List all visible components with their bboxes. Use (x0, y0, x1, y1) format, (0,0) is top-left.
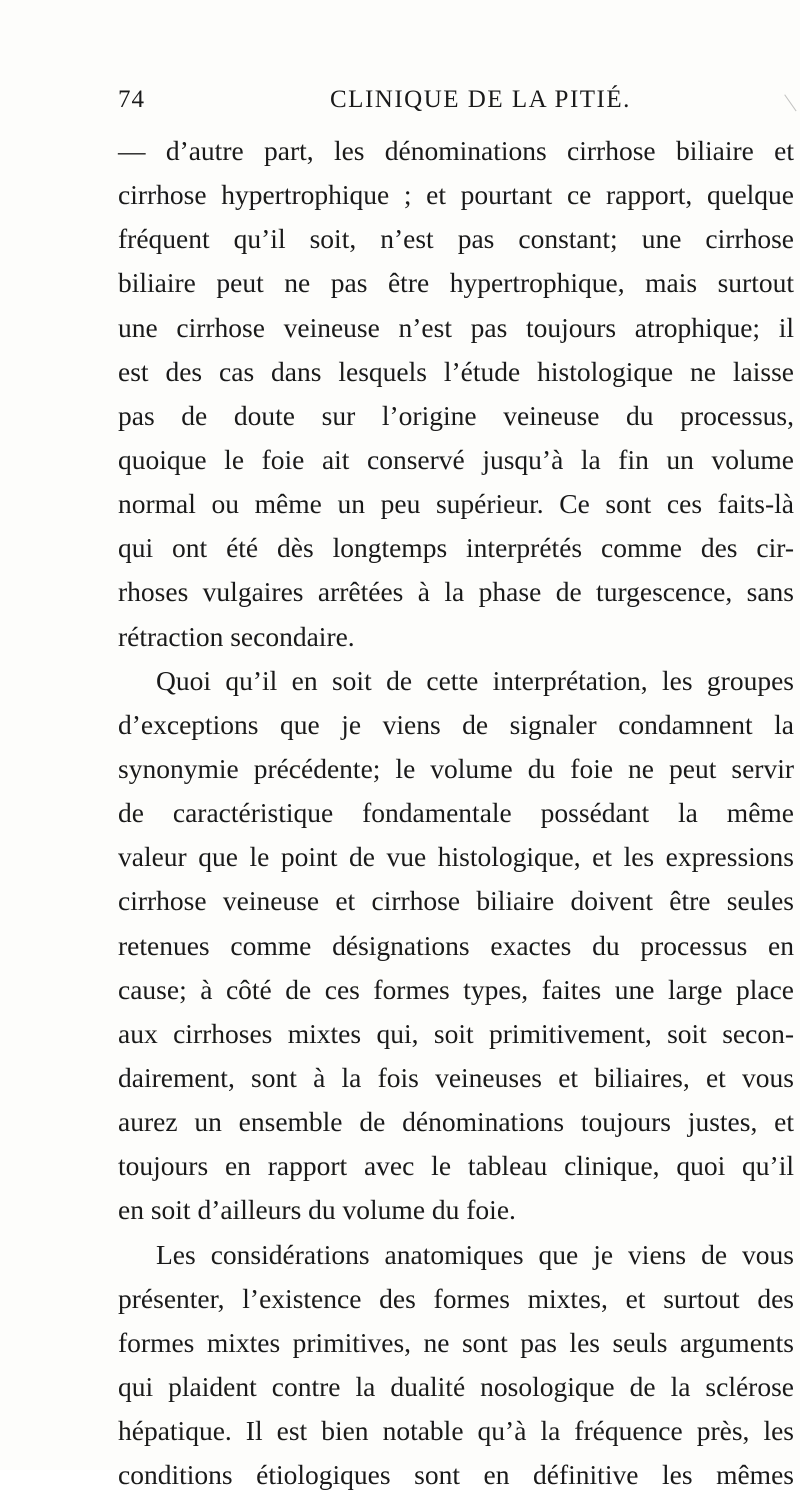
text-line: conditions étiologiques sont en définitive les mêmes (118, 1459, 794, 1491)
running-head (118, 86, 798, 120)
text-line: cirrhose hypertrophique ; et pourtant ce rapport, quelque (118, 179, 794, 211)
text-line: hépatique. Il est bien notable qu’à la fréquence près, les (118, 1415, 794, 1447)
text-line: en soit d’ailleurs du volume du foie. (118, 1194, 516, 1226)
text-line: formes mixtes primitives, ne sont pas les seuls arguments (118, 1326, 794, 1358)
text-line: d’exceptions que je viens de signaler condamnent la (118, 708, 794, 740)
text-line: qui plaident contre la dualité nosologique de la sclérose (118, 1370, 794, 1402)
text-line: retenues comme désignations exactes du processus en (118, 929, 794, 961)
text-line: qui ont été dès longtemps interprétés comme des cir- (118, 532, 794, 564)
text-line: de caractéristique fondamentale possédant la même (118, 797, 794, 829)
text-line: toujours en rapport avec le tableau clinique, quoi qu’il (118, 1150, 794, 1182)
text-line: dairement, sont à la fois veineuses et biliaires, et vous (118, 1061, 794, 1093)
text-line: cirrhose veineuse et cirrhose biliaire doivent être seules (118, 885, 794, 917)
text-line: — d’autre part, les dénominations cirrhose biliaire et (118, 135, 794, 166)
running-title: CLINIQUE DE LA PITIÉ. (330, 86, 631, 113)
text-line: une cirrhose veineuse n’est pas toujours atrophique; il (118, 311, 794, 343)
body-text (118, 129, 794, 1497)
text-line: présenter, l’existence des formes mixtes, et surtout des (118, 1282, 794, 1314)
text-line: aux cirrhoses mixtes qui, soit primitivement, soit secon- (118, 1017, 794, 1049)
text-line: Les considérations anatomiques que je viens de vous (156, 1238, 794, 1270)
text-line: fréquent qu’il soit, n’est pas constant; une cirrhose (118, 223, 794, 255)
text-line: quoique le foie ait conservé jusqu’à la fin un volume (118, 443, 794, 475)
text-line: normal ou même un peu supérieur. Ce sont ces faits-là (118, 488, 794, 520)
text-line: valeur que le point de vue histologique, et les expressions (118, 841, 794, 873)
text-line: est des cas dans lesquels l’étude histologique ne laisse (118, 355, 794, 387)
text-line: synonymie précédente; le volume du foie ne peut servir (118, 752, 794, 784)
text-line: pas de doute sur l’origine veineuse du processus, (118, 399, 794, 431)
text-line: biliaire peut ne pas être hypertrophique, mais surtout (118, 267, 794, 299)
text-line: Quoi qu’il en soit de cette interprétation, les groupes (156, 664, 794, 696)
page-number: 74 (118, 86, 145, 113)
text-line: rhoses vulgaires arrêtées à la phase de turgescence, sans (118, 576, 794, 608)
text-line: aurez un ensemble de dénominations toujours justes, et (118, 1106, 794, 1138)
text-line: cause; à côté de ces formes types, faites une large place (118, 973, 794, 1005)
text-line: rétraction secondaire. (118, 620, 355, 652)
